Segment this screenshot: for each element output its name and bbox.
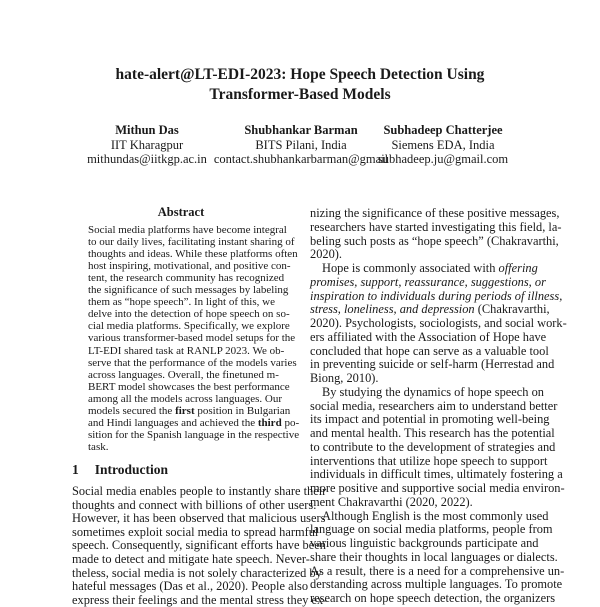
text-segment: serve that the performance of the models varies	[88, 356, 297, 369]
text-segment: tent, the research community has recognized	[88, 272, 285, 285]
text-line	[310, 522, 553, 537]
text-line	[88, 260, 291, 273]
text-line	[310, 329, 547, 344]
text-segment: more positive and supportive social media environ-	[310, 481, 565, 495]
text-segment: the significance of such messages by labeling	[88, 284, 289, 297]
text-segment: language on social media platforms, people from	[310, 522, 553, 537]
author-name: Subhadeep Chatterjee	[383, 123, 503, 137]
text-line	[72, 511, 326, 526]
text-segment: nizing the significance of these positive messages,	[310, 206, 560, 220]
text-segment: models secured the	[88, 404, 176, 417]
text-line	[310, 563, 565, 578]
text-line	[310, 288, 563, 303]
text-segment: share their thoughts in local languages or dialects.	[310, 549, 558, 564]
text-segment: to our daily lives, facilitating instant sharing of	[88, 236, 295, 249]
text-line	[310, 219, 562, 234]
text-line	[310, 261, 538, 275]
text-line	[310, 439, 556, 454]
text-line	[310, 371, 529, 385]
text-segment: As a result, there is a need for a comprehensive un-	[310, 563, 565, 578]
author-block	[343, 123, 543, 167]
text-line	[88, 368, 279, 381]
text-segment: LT-EDI shared task at RANLP 2023. We ob-	[88, 344, 285, 357]
text-segment: express their feelings and the mental stress they ex-	[72, 592, 328, 607]
text-line	[310, 577, 563, 592]
text-line	[88, 332, 296, 345]
text-line	[88, 296, 274, 308]
text-line	[72, 524, 319, 539]
paper-title-line-2: Transformer-Based Models	[209, 86, 391, 103]
text-segment: 2020). Psychologists, sociologists, and social work-	[310, 316, 567, 330]
text-segment: BERT model showcases the best performance	[88, 380, 290, 393]
text-segment: Social media platforms have become integral	[88, 224, 287, 236]
text-segment: researchers have started investigating this field, la-	[310, 219, 562, 234]
text-segment: social media, researchers aim to understand better	[310, 398, 558, 413]
text-segment: However, it has been observed that malicious users	[72, 511, 326, 526]
text-segment: sition for the Spanish language in the respective	[88, 428, 300, 441]
text-segment: among all the models across languages. Our	[88, 392, 282, 405]
text-line	[88, 416, 300, 429]
text-line	[310, 453, 548, 468]
text-line	[88, 224, 287, 236]
author-email: mithundas@iitkgp.ac.in	[87, 152, 207, 166]
text-line	[88, 441, 274, 453]
author-name: Shubhankar Barman	[244, 123, 358, 137]
text-segment: Biong, 2010).	[310, 371, 379, 385]
text-segment: various transformer-based model setups for the	[88, 332, 296, 345]
text-line	[72, 579, 309, 594]
text-segment: theless, social media is not solely characterized by	[72, 565, 322, 580]
bold-text: third	[257, 416, 282, 429]
text-line	[88, 344, 285, 357]
text-segment: to contribute to the development of strategies and	[310, 439, 556, 454]
text-line	[310, 481, 565, 495]
author-email: contact.shubhankarbarman@gmail	[213, 152, 389, 166]
bold-text: first	[175, 404, 195, 417]
text-segment: various linguistic backgrounds participate and	[310, 536, 539, 550]
text-line	[310, 495, 529, 509]
author-email: subhadeep.ju@gmail.com	[377, 152, 509, 166]
text-segment: made to detect and mitigate hate speech. Never-	[72, 552, 310, 566]
text-segment: individuals in difficult times, ultimately fostering a	[310, 467, 563, 482]
text-segment: task.	[88, 440, 109, 453]
text-line	[88, 272, 285, 285]
text-line	[310, 398, 558, 413]
italic-text: stress, loneliness, and depression	[310, 302, 475, 317]
text-segment: sometimes exploit social media to spread harmful	[72, 524, 319, 539]
text-segment: hateful messages (Das et al., 2020). People also	[72, 579, 309, 594]
text-line	[310, 536, 539, 550]
text-line	[72, 497, 317, 512]
text-line	[310, 302, 550, 317]
author-affiliation: BITS Pilani, India	[255, 137, 347, 152]
text-line	[72, 552, 310, 566]
section-number: 1	[72, 462, 79, 477]
text-segment: ers affiliated with the Association of Hope have	[310, 329, 547, 344]
text-segment: concluded that hope can serve as a valuable tool	[310, 343, 549, 358]
text-segment: beling such posts as “hope speech” (Chakravarthi,	[310, 233, 559, 248]
text-segment: its impact and potential in promoting well-being	[310, 412, 550, 427]
text-segment: and mental health. This research has the potential	[310, 426, 555, 440]
text-segment: interventions that utilize hope speech to support	[310, 453, 548, 468]
text-line	[88, 404, 291, 417]
text-segment: po-	[281, 416, 300, 429]
text-line	[88, 284, 289, 297]
text-segment: in preventing suicide or self-harm (Herrestad and	[310, 357, 555, 372]
italic-text: offering	[498, 261, 538, 275]
text-segment: position in Bulgarian	[194, 404, 291, 417]
text-segment: Although English is the most commonly used	[322, 508, 549, 523]
text-line	[310, 247, 529, 261]
section-title: Introduction	[94, 462, 169, 477]
text-segment: delve into the detection of hope speech on so-	[88, 308, 290, 321]
text-line	[310, 426, 555, 440]
text-line	[88, 236, 295, 249]
author-affiliation: IIT Kharagpur	[110, 137, 184, 152]
text-line	[310, 343, 549, 358]
text-segment: By studying the dynamics of hope speech on	[322, 384, 544, 399]
text-line	[310, 274, 546, 289]
text-segment: ment Chakravarthi (2020, 2022).	[310, 494, 473, 509]
italic-text: promises, support, reassurance, suggestions, or	[310, 274, 546, 289]
author-name: Mithun Das	[115, 123, 179, 137]
text-segment: research on hope speech detection, the organizers	[310, 591, 556, 605]
text-segment: Hope is commonly associated with	[322, 261, 499, 275]
abstract-heading: Abstract	[157, 205, 205, 219]
text-segment: and Hindi languages and achieved the	[88, 416, 258, 429]
text-line	[88, 380, 290, 393]
text-line	[88, 356, 297, 369]
text-line	[88, 428, 300, 441]
text-line	[310, 549, 558, 564]
text-line	[310, 467, 563, 482]
text-line	[72, 565, 322, 580]
text-line	[72, 484, 327, 498]
text-line	[310, 357, 555, 372]
text-segment: host inspiring, motivational, and positive con-	[88, 260, 291, 273]
text-line	[310, 384, 544, 399]
paper-title-line-1: hate-alert@LT-EDI-2023: Hope Speech Detection Using	[115, 66, 485, 83]
text-segment: cial media platforms. Specifically, we explore	[88, 320, 290, 333]
text-line	[310, 206, 560, 220]
text-line	[310, 316, 567, 330]
text-segment: thoughts and ideas. While these platforms often	[88, 248, 298, 261]
text-line	[310, 412, 550, 427]
text-line	[88, 308, 290, 321]
text-segment: across languages. Overall, the finetuned m-	[88, 368, 279, 381]
text-line	[88, 320, 290, 333]
text-segment: Social media enables people to instantly share their	[72, 484, 327, 498]
text-segment: (Chakravarthi,	[474, 302, 550, 317]
section-heading	[72, 462, 168, 478]
text-line	[88, 392, 282, 405]
text-segment: speech. Consequently, significant efforts have been	[72, 538, 326, 553]
text-line	[310, 508, 549, 523]
text-segment: thoughts and connect with billions of other users.	[72, 497, 317, 512]
text-line	[72, 538, 326, 553]
text-segment: 2020).	[310, 247, 343, 262]
text-segment: derstanding across multiple languages. To promote	[310, 577, 563, 592]
text-line	[310, 591, 556, 605]
text-segment: them as “hope speech”. In light of this, we	[88, 296, 275, 309]
text-line	[88, 248, 298, 261]
text-line	[310, 233, 559, 248]
italic-text: inspiration to individuals during periods of illness,	[310, 288, 563, 303]
author-affiliation: Siemens EDA, India	[391, 137, 495, 152]
